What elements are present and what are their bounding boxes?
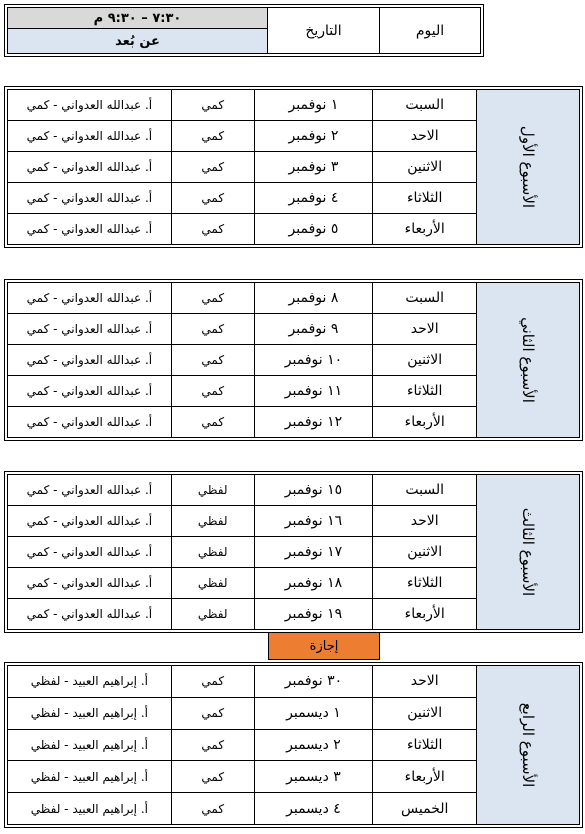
week-4-table: [7, 665, 580, 825]
teacher-cell: أ. عبدالله العدواني - كمي: [8, 407, 172, 438]
type-cell: كمي: [171, 729, 254, 761]
teacher-cell: أ. إبراهيم العبيد - لفظي: [8, 761, 172, 793]
date-cell: ٥ نوفمبر: [254, 214, 373, 245]
day-cell: الثلاثاء: [373, 729, 477, 761]
day-cell: الاحد: [373, 314, 477, 345]
type-cell: لفظي: [171, 568, 254, 599]
week-label: الأسبوع الرابع: [477, 666, 580, 825]
date-cell: ١ ديسمبر: [254, 697, 373, 729]
date-cell: ٤ ديسمبر: [254, 793, 373, 825]
header-table: [7, 7, 481, 54]
holiday-label: إجازة: [268, 632, 380, 660]
type-cell: كمي: [171, 214, 254, 245]
teacher-cell: أ. إبراهيم العبيد - لفظي: [8, 666, 172, 698]
date-cell: ١١ نوفمبر: [254, 376, 373, 407]
day-cell: الثلاثاء: [373, 376, 477, 407]
type-cell: لفظي: [171, 506, 254, 537]
date-cell: ٢ نوفمبر: [254, 121, 373, 152]
type-cell: كمي: [171, 90, 254, 121]
date-cell: ٤ نوفمبر: [254, 183, 373, 214]
teacher-cell: أ. عبدالله العدواني - كمي: [8, 183, 172, 214]
teacher-cell: أ. عبدالله العدواني - كمي: [8, 90, 172, 121]
week-3-table: [7, 474, 580, 630]
teacher-cell: أ. عبدالله العدواني - كمي: [8, 599, 172, 630]
teacher-cell: أ. عبدالله العدواني - كمي: [8, 376, 172, 407]
header-date: التاريخ: [268, 8, 380, 54]
date-cell: ١٢ نوفمبر: [254, 407, 373, 438]
teacher-cell: أ. عبدالله العدواني - كمي: [8, 537, 172, 568]
day-cell: الأربعاء: [373, 214, 477, 245]
day-cell: الأربعاء: [373, 599, 477, 630]
table-row: [8, 475, 580, 506]
day-cell: الاثنين: [373, 152, 477, 183]
teacher-cell: أ. عبدالله العدواني - كمي: [8, 152, 172, 183]
date-cell: ٩ نوفمبر: [254, 314, 373, 345]
date-cell: ٣ نوفمبر: [254, 152, 373, 183]
type-cell: لفظي: [171, 475, 254, 506]
day-cell: الثلاثاء: [373, 568, 477, 599]
day-cell: الاثنين: [373, 345, 477, 376]
type-cell: كمي: [171, 407, 254, 438]
teacher-cell: أ. عبدالله العدواني - كمي: [8, 345, 172, 376]
date-cell: ٨ نوفمبر: [254, 283, 373, 314]
teacher-cell: أ. عبدالله العدواني - كمي: [8, 568, 172, 599]
date-cell: ١٧ نوفمبر: [254, 537, 373, 568]
week-label: الأسبوع الثالث: [477, 475, 580, 630]
type-cell: كمي: [171, 152, 254, 183]
type-cell: كمي: [171, 761, 254, 793]
type-cell: كمي: [171, 314, 254, 345]
type-cell: كمي: [171, 697, 254, 729]
day-cell: الاثنين: [373, 537, 477, 568]
teacher-cell: أ. عبدالله العدواني - كمي: [8, 214, 172, 245]
teacher-cell: أ. إبراهيم العبيد - لفظي: [8, 729, 172, 761]
date-cell: ١٥ نوفمبر: [254, 475, 373, 506]
week-2-table: [7, 282, 580, 438]
type-cell: كمي: [171, 183, 254, 214]
week-label: الأسبوع الثاني: [477, 283, 580, 438]
day-cell: الاحد: [373, 506, 477, 537]
teacher-cell: أ. إبراهيم العبيد - لفظي: [8, 793, 172, 825]
teacher-cell: أ. عبدالله العدواني - كمي: [8, 121, 172, 152]
table-row: [8, 283, 580, 314]
type-cell: كمي: [171, 793, 254, 825]
date-cell: ٢ ديسمبر: [254, 729, 373, 761]
day-cell: الاحد: [373, 121, 477, 152]
teacher-cell: أ. عبدالله العدواني - كمي: [8, 314, 172, 345]
header-mode: عن بُعد: [8, 29, 268, 54]
header-time: ٧:٣٠ – ٩:٣٠ م: [8, 8, 268, 29]
day-cell: الأربعاء: [373, 407, 477, 438]
date-cell: ١٩ نوفمبر: [254, 599, 373, 630]
type-cell: لفظي: [171, 599, 254, 630]
day-cell: الخميس: [373, 793, 477, 825]
type-cell: كمي: [171, 283, 254, 314]
date-cell: ١ نوفمبر: [254, 90, 373, 121]
table-row: [8, 90, 580, 121]
date-cell: ١٠ نوفمبر: [254, 345, 373, 376]
date-cell: ١٦ نوفمبر: [254, 506, 373, 537]
day-cell: السبت: [373, 90, 477, 121]
type-cell: لفظي: [171, 537, 254, 568]
type-cell: كمي: [171, 121, 254, 152]
day-cell: السبت: [373, 283, 477, 314]
week-1-table: [7, 89, 580, 245]
date-cell: ١٨ نوفمبر: [254, 568, 373, 599]
week-label: الأسبوع الأول: [477, 90, 580, 245]
teacher-cell: أ. إبراهيم العبيد - لفظي: [8, 697, 172, 729]
table-row: [8, 666, 580, 698]
date-cell: ٣ ديسمبر: [254, 761, 373, 793]
day-cell: الاثنين: [373, 697, 477, 729]
teacher-cell: أ. عبدالله العدواني - كمي: [8, 283, 172, 314]
day-cell: الأربعاء: [373, 761, 477, 793]
day-cell: السبت: [373, 475, 477, 506]
type-cell: كمي: [171, 376, 254, 407]
day-cell: الثلاثاء: [373, 183, 477, 214]
type-cell: كمي: [171, 345, 254, 376]
teacher-cell: أ. عبدالله العدواني - كمي: [8, 475, 172, 506]
day-cell: الاحد: [373, 666, 477, 698]
date-cell: ٣٠ نوفمبر: [254, 666, 373, 698]
header-day: اليوم: [380, 8, 481, 54]
teacher-cell: أ. عبدالله العدواني - كمي: [8, 506, 172, 537]
type-cell: كمي: [171, 666, 254, 698]
